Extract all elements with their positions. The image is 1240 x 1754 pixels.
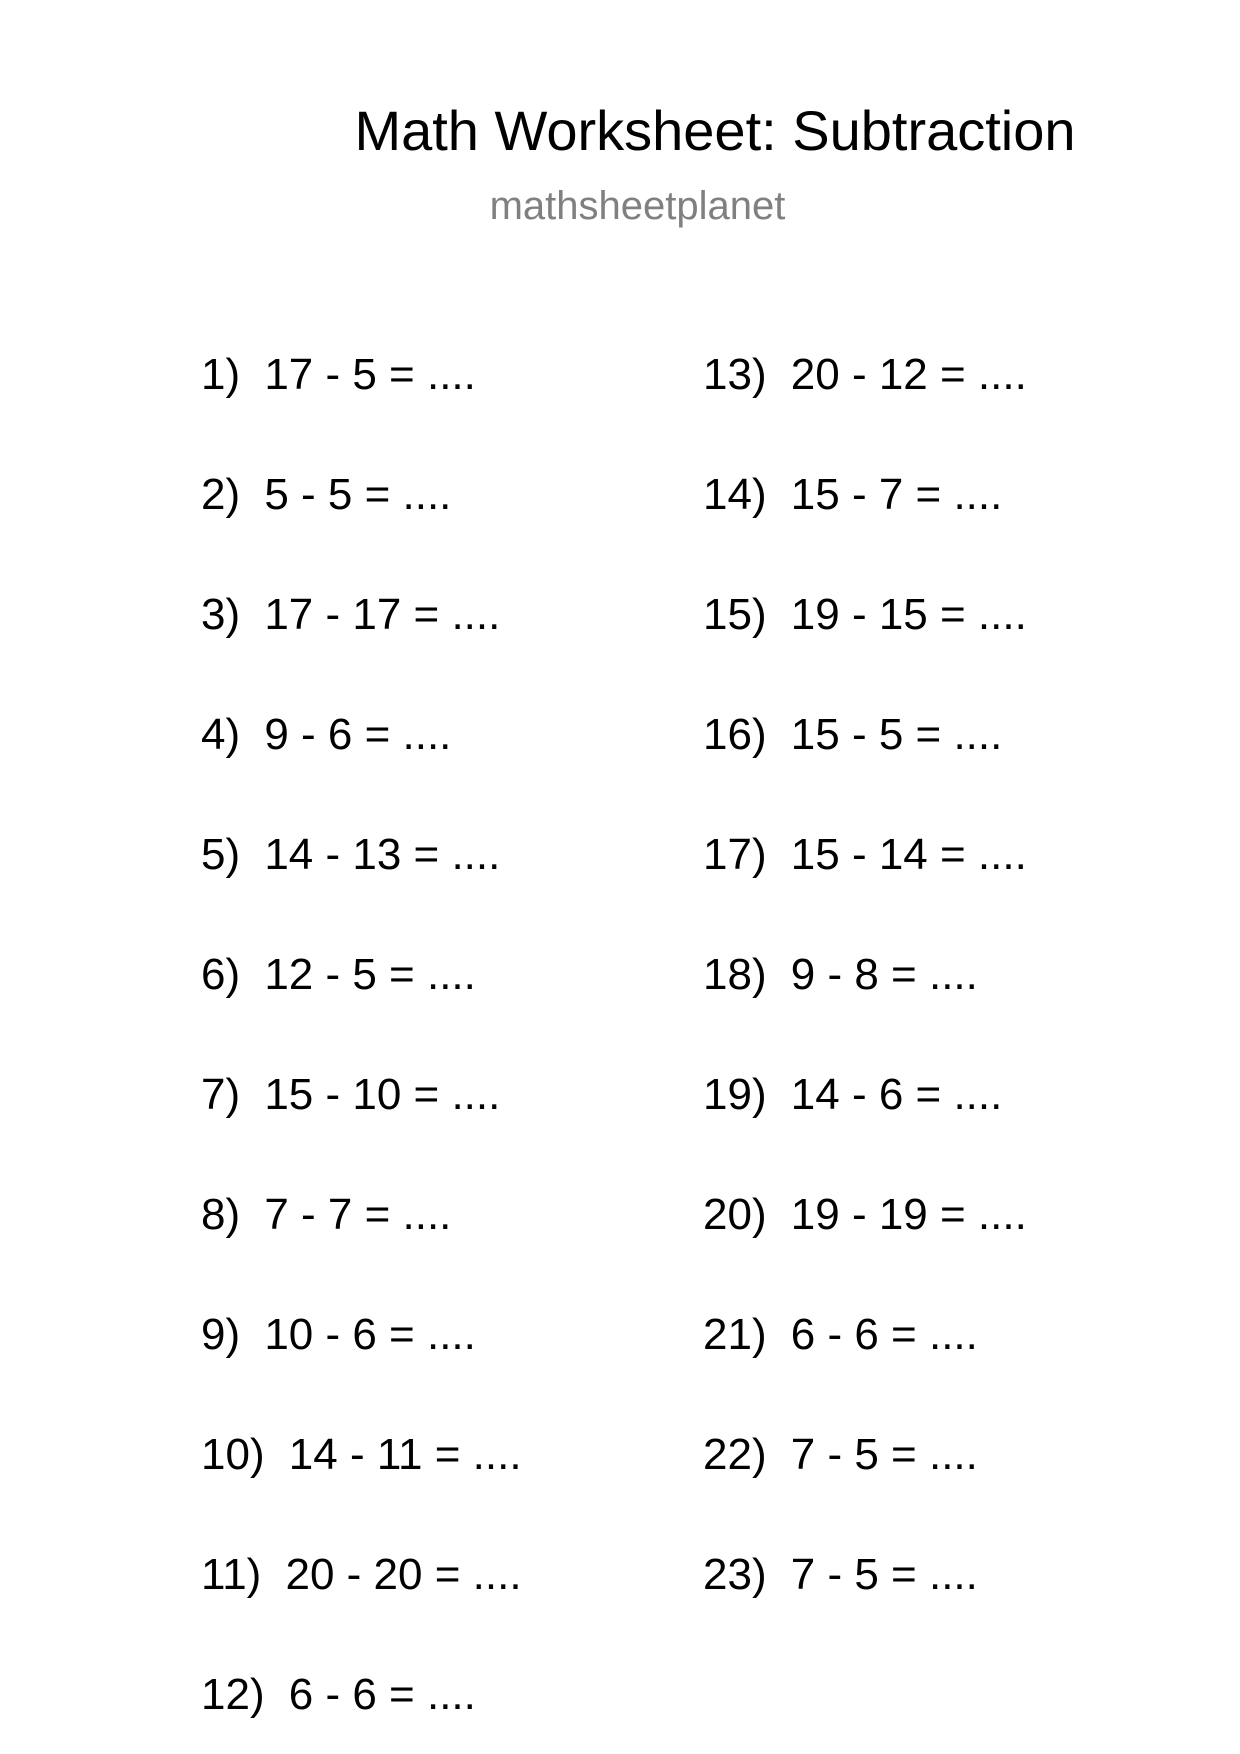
problem-expression: 19 - 19 = .... [790,1190,1027,1239]
problem-number: 5) [201,830,241,879]
problem-expression: 15 - 14 = .... [790,830,1027,879]
problem-number: 20) [703,1190,767,1239]
problem-item [703,1065,1002,1125]
problem-expression: 14 - 6 = .... [790,1070,1003,1119]
problem-item [201,585,500,645]
problem-expression: 20 - 12 = .... [790,350,1027,399]
problem-expression: 14 - 11 = .... [288,1430,522,1479]
problem-item [703,1425,978,1485]
problem-expression: 6 - 6 = .... [790,1310,978,1359]
problem-item [201,1425,522,1485]
problem-item [201,345,476,405]
problem-number: 22) [703,1430,767,1479]
problem-item [703,585,1027,645]
problem-item [201,705,451,765]
problem-expression: 7 - 5 = .... [790,1550,978,1599]
problem-number: 21) [703,1310,767,1359]
page-title: Math Worksheet: Subtraction [354,99,1076,162]
problem-item [703,1545,978,1605]
problem-expression: 15 - 7 = .... [790,470,1003,519]
problem-number: 12) [201,1670,265,1719]
problem-expression: 9 - 6 = .... [264,710,452,759]
problem-number: 1) [201,350,241,399]
problem-number: 11) [201,1550,262,1599]
problem-expression: 19 - 15 = .... [790,590,1027,639]
problem-expression: 15 - 5 = .... [790,710,1003,759]
problem-number: 7) [201,1070,241,1119]
problem-expression: 14 - 13 = .... [264,830,501,879]
page-subtitle: mathsheetplanet [489,184,786,228]
problem-number: 4) [201,710,241,759]
problem-number: 17) [703,830,767,879]
problem-item [201,1665,476,1725]
problem-item [201,1185,451,1245]
problem-expression: 20 - 20 = .... [285,1550,522,1599]
problem-number: 13) [703,350,767,399]
problem-number: 9) [201,1310,241,1359]
problem-expression: 12 - 5 = .... [264,950,476,999]
problem-number: 23) [703,1550,767,1599]
problem-item [703,1305,978,1365]
problem-number: 19) [703,1070,767,1119]
problem-number: 3) [201,590,241,639]
problem-item [201,1545,522,1605]
problem-number: 10) [201,1430,265,1479]
problem-item [703,945,978,1005]
problem-number: 2) [201,470,241,519]
problem-expression: 15 - 10 = .... [264,1070,501,1119]
problem-expression: 17 - 17 = .... [264,590,501,639]
problem-number: 16) [703,710,767,759]
problem-number: 14) [703,470,767,519]
problem-expression: 17 - 5 = .... [264,350,476,399]
problem-item [201,825,500,885]
problem-expression: 5 - 5 = .... [264,470,452,519]
problem-item [703,825,1027,885]
problem-expression: 10 - 6 = .... [264,1310,476,1359]
problem-item [201,945,476,1005]
problem-expression: 7 - 7 = .... [264,1190,452,1239]
problem-number: 8) [201,1190,241,1239]
problem-number: 6) [201,950,241,999]
problem-item [201,1305,476,1365]
problem-item [201,1065,500,1125]
problem-item [703,465,1002,525]
problem-number: 18) [703,950,767,999]
problem-item [703,345,1027,405]
problem-item [201,465,451,525]
problem-expression: 7 - 5 = .... [790,1430,978,1479]
problem-item [703,1185,1027,1245]
problem-number: 15) [703,590,767,639]
problem-expression: 9 - 8 = .... [790,950,978,999]
problem-expression: 6 - 6 = .... [288,1670,476,1719]
problem-item [703,705,1002,765]
